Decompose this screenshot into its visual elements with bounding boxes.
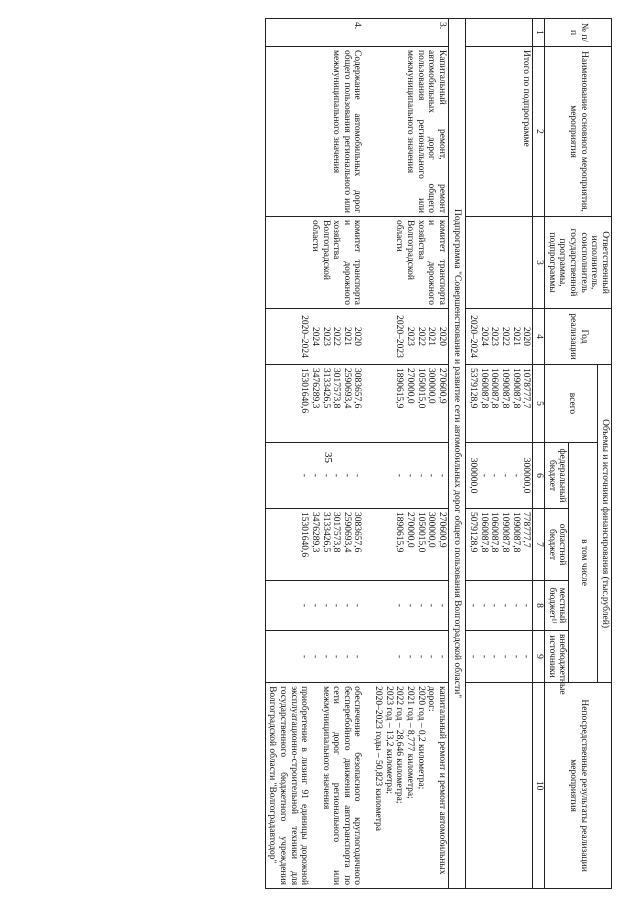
row-federal: - - - - - bbox=[372, 443, 449, 509]
col-num: 1 bbox=[533, 19, 545, 47]
page-number: 35 bbox=[322, 452, 334, 463]
subtotal-extrabudget: - - - - - - bbox=[466, 631, 533, 683]
subtotal-row bbox=[466, 19, 533, 889]
row-total: 270600,9 300000,0 1050015,0 270000,0 1890615,9 bbox=[372, 365, 449, 443]
subtotal-label: Итого по подпрограмме bbox=[466, 47, 533, 217]
header-no: № п/п bbox=[545, 19, 612, 47]
col-num: 4 bbox=[533, 309, 545, 365]
col-num: 5 bbox=[533, 365, 545, 443]
header-funding: Объемы и источники финансирования (тыс.рублей) bbox=[598, 365, 612, 683]
header-regional: областной бюджет bbox=[545, 509, 569, 581]
col-num: 10 bbox=[533, 683, 545, 889]
row-local: - - - - - bbox=[372, 581, 449, 631]
row-years: 2020 2021 2022 2023 2024 2020–2024 bbox=[265, 309, 363, 365]
subprogram-title: Подпрограмма "Совершенствование и развитие сети автомобильных дорог общего пользования Волгоградской области" bbox=[448, 19, 466, 889]
header-name: Наименование основного мероприятия, мероприятия bbox=[545, 47, 612, 217]
col-num: 9 bbox=[533, 631, 545, 683]
subtotal-total: 1078777,7 1090087,8 1090087,8 1060087,8 1060087,8 5379128,9 bbox=[466, 365, 533, 443]
col-num: 8 bbox=[533, 581, 545, 631]
col-num: 3 bbox=[533, 217, 545, 309]
subtotal-federal: 300000,0 - - - - 300000,0 bbox=[466, 443, 533, 509]
row-regional: 3083657,6 2590693,4 3017573,8 3133426,5 3476289,3 15301640,6 bbox=[265, 509, 363, 581]
header-including: в том числе bbox=[569, 443, 598, 683]
col-num: 7 bbox=[533, 509, 545, 581]
row-extrabudget: - - - - - bbox=[372, 631, 449, 683]
header-executor: Ответственный исполнитель, соисполнитель государственной программы, подпрограммы bbox=[545, 217, 612, 309]
subtotal-years: 2020 2021 2022 2023 2024 2020–2024 bbox=[466, 309, 533, 365]
table-row bbox=[372, 19, 449, 889]
row-extrabudget: - - - - - - bbox=[265, 631, 363, 683]
row-federal: - - - - - - bbox=[265, 443, 363, 509]
col-num: 6 bbox=[533, 443, 545, 509]
row-result: капитальный ремонт и ремонт автомобильных дорог: 2020 год – 0,2 километра; 2021 год – 8,777 километра; 2022 год – 28,646 километра; 2023 год – 13,2 километра; 2020–2023 годы – 50,823 километра bbox=[372, 683, 449, 889]
header-year: Год реализации bbox=[545, 309, 612, 365]
funding-table bbox=[265, 18, 612, 889]
row-name: Содержание автомобильных дорог общего пользования регионального или межмуниципального значения bbox=[265, 47, 363, 217]
row-executor: комитет транспорта и дорожного хозяйства Волгоградской области bbox=[372, 217, 449, 309]
row-total: 3083657,6 2590693,4 3017573,8 3133426,5 3476289,3 15301640,6 bbox=[265, 365, 363, 443]
row-regional: 270600,9 300000,0 1050015,0 270000,0 1890615,9 bbox=[372, 509, 449, 581]
subtotal-local: - - - - - - bbox=[466, 581, 533, 631]
row-result: обеспечение безопасного круглогодичного бесперебойного движения автотранспорта по сети дорог регионального или межмуниципального значения приобретение в лизинг 91 единицы дорожной эксплуатационно-строительной техники для государственного бюджетного учреждения Волгоградской области "Волгоградавтодор" bbox=[265, 683, 363, 889]
rotated-table-page bbox=[12, 18, 612, 888]
header-federal: федеральный бюджет bbox=[545, 443, 569, 509]
row-name: Капитальный ремонт, ремонт автомобильных дорог общего пользования регионального или межмуниципального значения bbox=[372, 47, 449, 217]
table-row bbox=[265, 19, 363, 889]
row-local: - - - - - - bbox=[265, 581, 363, 631]
row-number: 4. bbox=[265, 19, 363, 47]
col-num: 2 bbox=[533, 47, 545, 217]
row-years: 2020 2021 2022 2023 2020–2023 bbox=[372, 309, 449, 365]
header-local: местный бюджет¹⁾ bbox=[545, 581, 569, 631]
header-total: всего bbox=[545, 365, 598, 443]
header-extrabudget: внебюджетные источники bbox=[545, 631, 569, 683]
subprogram-row bbox=[448, 19, 466, 889]
row-number: 3. bbox=[372, 19, 449, 47]
header-results: Непосредственные результаты реализации мероприятия bbox=[545, 683, 612, 889]
subtotal-regional: 778777,7 1090087,8 1090087,8 1060087,8 1060087,8 5079128,9 bbox=[466, 509, 533, 581]
row-executor: комитет транспорта и дорожного хозяйства Волгоградской области bbox=[265, 217, 363, 309]
